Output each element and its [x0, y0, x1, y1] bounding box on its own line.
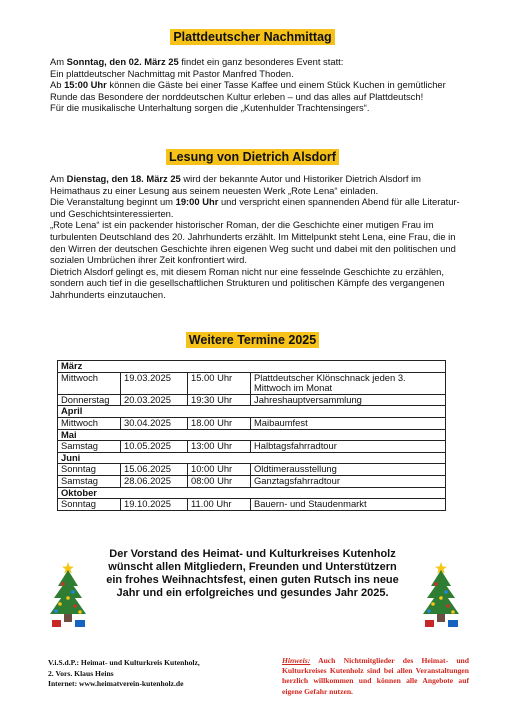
event-day: Donnerstag [58, 394, 121, 406]
event-time: 10:00 Uhr [188, 464, 251, 476]
month-row [58, 429, 446, 441]
month-row [58, 406, 446, 418]
event-name: Plattdeutscher Klönschnack jeden 3. Mittwoch im Monat [251, 372, 446, 394]
events-table [57, 360, 446, 511]
event-row [58, 464, 446, 476]
event-row [58, 475, 446, 487]
event-time: 18.00 Uhr [188, 417, 251, 429]
hint-text: Auch Nichtmitglieder des Heimat- und Kulturkreises Kutenholz sind bei allen Veranstaltungen herzlich willkommen und können alle Angebote auf eigene Gefahr nutzen. [282, 656, 469, 696]
month-label: März [58, 361, 446, 373]
event-name: Jahreshauptversammlung [251, 394, 446, 406]
heading-lesung: Lesung von Dietrich Alsdorf [0, 148, 505, 166]
imprint-website: Internet: www.heimatverein-kutenholz.de [48, 679, 184, 688]
event-name: Halbtagsfahrradtour [251, 441, 446, 453]
event-row [58, 372, 446, 394]
month-label: Oktober [58, 487, 446, 499]
heading-plattdeutscher-nachmittag: Plattdeutscher Nachmittag [0, 28, 505, 46]
section-plattdeutscher-nachmittag [50, 56, 470, 114]
heading-weitere-termine: Weitere Termine 2025 [0, 331, 505, 349]
footer-imprint [48, 658, 248, 690]
month-label: Mai [58, 429, 446, 441]
paragraph: Dietrich Alsdorf gelingt es, mit diesem Roman nicht nur eine fesselnde Geschichte zu erzählen, sondern auch tief in die gesellschaftlichen Strukturen und politischen Kämpfe des vergangenen Jahrhunderts einzutauchen. [50, 265, 445, 300]
christmas-tree-icon [421, 560, 461, 633]
event-date: 15.06.2025 [121, 464, 188, 476]
event-row [58, 499, 446, 511]
event-date: 30.04.2025 [121, 417, 188, 429]
event-day: Samstag [58, 441, 121, 453]
month-label: Juni [58, 452, 446, 464]
paragraph: Für die musikalische Unterhaltung sorgen die „Kutenhulder Trachtensingers“. [50, 102, 370, 114]
imprint-line: V.i.S.d.P.: Heimat- und Kulturkreis Kutenholz, [48, 658, 200, 667]
event-day: Mittwoch [58, 417, 121, 429]
event-name: Bauern- und Staudenmarkt [251, 499, 446, 511]
christmas-tree-icon [48, 560, 88, 633]
event-row [58, 417, 446, 429]
event-time: 15.00 Uhr [188, 372, 251, 394]
event-name: Oldtimerausstellung [251, 464, 446, 476]
event-date: 10.05.2025 [121, 441, 188, 453]
event-day: Samstag [58, 475, 121, 487]
event-name: Maibaumfest [251, 417, 446, 429]
event-day: Sonntag [58, 464, 121, 476]
footer-hint [282, 656, 469, 697]
paragraph: „Rote Lena“ ist ein packender historischer Roman, der die Geschichte einer mutigen Frau im turbulenten Deutschland des 20. Jahrhunderts erzählt. Im Mittelpunkt steht Lena, eine Frau, die in den Wirren der deutschen Geschichte ihren eigenen Weg sucht und dabei mit den politischen und sozialen Umbrüchen ihrer Zeit konfrontiert wird. [50, 219, 456, 266]
month-row [58, 452, 446, 464]
event-date: 20.03.2025 [121, 394, 188, 406]
event-row [58, 394, 446, 406]
event-day: Sonntag [58, 499, 121, 511]
paragraph: Am Sonntag, den 02. März 25 findet ein ganz besonderes Event statt: [50, 56, 344, 67]
paragraph: Ab 15:00 Uhr können die Gäste bei einer Tasse Kaffee und einem Stück Kuchen in gemütlicher Runde das Besondere der norddeutschen Kultur erleben – und das alles auf Plattdeutsch! [50, 79, 446, 102]
imprint-line: 2. Vors. Klaus Heins [48, 668, 114, 678]
month-row [58, 361, 446, 373]
event-time: 19:30 Uhr [188, 394, 251, 406]
event-name: Ganztagsfahrradtour [251, 475, 446, 487]
section-lesung [50, 173, 470, 301]
event-date: 19.10.2025 [121, 499, 188, 511]
paragraph: Die Veranstaltung beginnt um 19:00 Uhr und verspricht einen spannenden Abend für alle Literatur- und Geschichtsinteressierten. [50, 196, 460, 219]
event-time: 13:00 Uhr [188, 441, 251, 453]
event-time: 08:00 Uhr [188, 475, 251, 487]
christmas-greeting: Der Vorstand des Heimat- und Kulturkreises Kutenholz wünscht allen Mitgliedern, Freunden und Unterstützern ein frohes Weihnachtsfest, einen guten Rutsch ins neue Jahr und ein erfolgreiches und gesundes Jahr 2025. [106, 548, 399, 599]
event-date: 19.03.2025 [121, 372, 188, 394]
paragraph: Am Dienstag, den 18. März 25 wird der bekannte Autor und Historiker Dietrich Alsdorf im Heimathaus zu einer Lesung aus seinem neuesten Werk „Rote Lena“ einladen. [50, 173, 421, 196]
paragraph: Ein plattdeutscher Nachmittag mit Pastor Manfred Thoden. [50, 67, 294, 79]
event-time: 11.00 Uhr [188, 499, 251, 511]
event-day: Mittwoch [58, 372, 121, 394]
month-label: April [58, 406, 446, 418]
month-row [58, 487, 446, 499]
event-row [58, 441, 446, 453]
event-date: 28.06.2025 [121, 475, 188, 487]
hint-label: Hinweis: [282, 656, 311, 665]
